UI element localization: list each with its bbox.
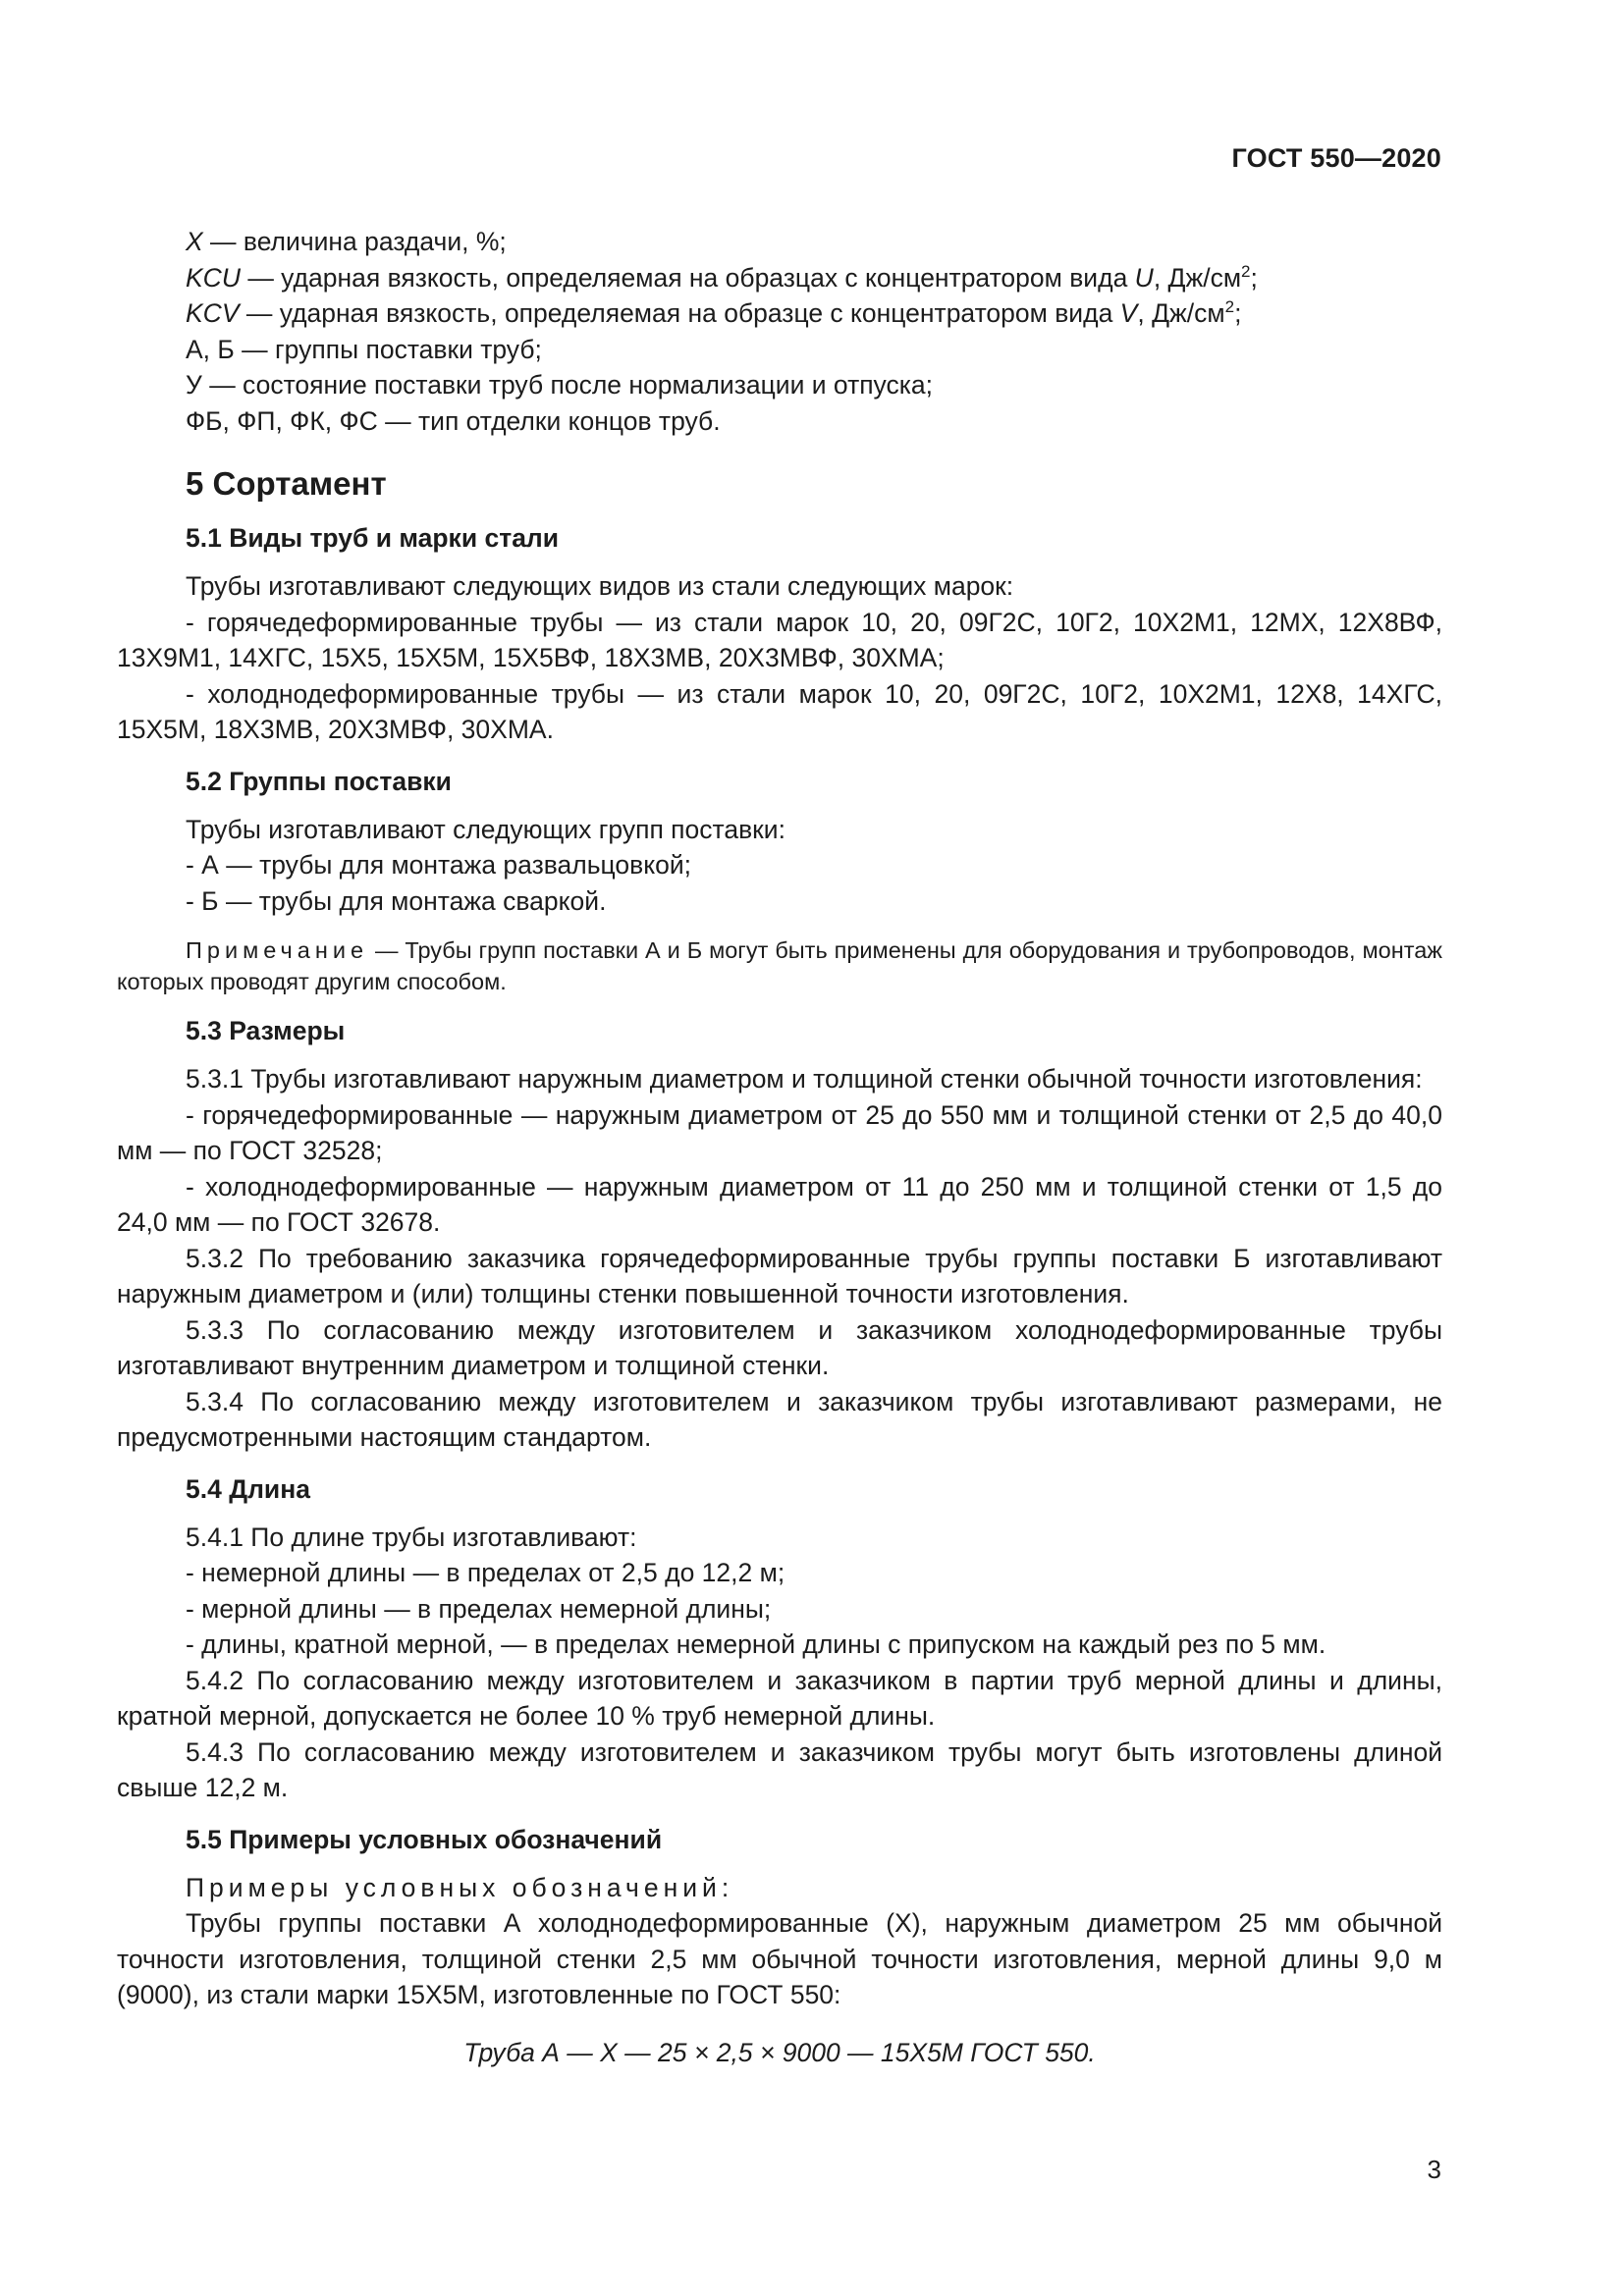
- subsection-title: 5.4 Длина: [186, 1473, 310, 1504]
- page-number: 3: [1427, 2155, 1441, 2184]
- designation-formula: Труба А — Х — 25 × 2,5 × 9000 — 15Х5М ГОСТ 550.: [463, 2037, 1096, 2067]
- definition-state: У — состояние поставки труб после нормализации и отпуска;: [186, 370, 934, 400]
- paragraph: 5.3.1 Трубы изготавливают наружным диаметром и толщиной стенки обычной точности изготовления:: [186, 1064, 1423, 1094]
- paragraph: Трубы изготавливают следующих видов из стали следующих марок:: [186, 571, 1014, 601]
- list-item: - холоднодеформированные трубы — из стали марок 10, 20, 09Г2С, 10Г2, 10Х2М1, 12Х8, 14ХГС, 15Х5М, 18Х3МВ, 20Х3МВФ, 30ХМА.: [117, 678, 1442, 744]
- definition-groups: А, Б — группы поставки труб;: [186, 334, 542, 364]
- subsection-title: 5.3 Размеры: [186, 1016, 346, 1045]
- section-title: 5 Сортамент: [186, 465, 387, 502]
- paragraph: 5.3.3 По согласованию между изготовителем и заказчиком холоднодеформированные трубы изготавливают внутренним диаметром и толщиной стенки.: [117, 1314, 1442, 1380]
- list-item: - длины, кратной мерной, — в пределах немерной длины с припуском на каждый рез по 5 мм.: [186, 1629, 1326, 1659]
- subsection-title: 5.1 Виды труб и марки стали: [186, 523, 560, 553]
- definition-finish: ФБ, ФП, ФК, ФС — тип отделки концов труб.: [186, 405, 721, 436]
- list-item: - мерной длины — в пределах немерной длины;: [186, 1593, 772, 1624]
- paragraph: 5.3.2 По требованию заказчика горячедеформированные трубы группы поставки Б изготавливают наружным диаметром и (или) толщины стенки повышенной точности изготовления.: [117, 1243, 1442, 1308]
- list-item: - холоднодеформированные — наружным диаметром от 11 до 250 мм и толщиной стенки от 1,5 до 24,0 мм — по ГОСТ 32678.: [117, 1171, 1442, 1237]
- list-item: - горячедеформированные трубы — из стали марок 10, 20, 09Г2С, 10Г2, 10Х2М1, 12МХ, 12Х8ВФ, 13Х9М1, 14ХГС, 15Х5, 15Х5М, 15Х5ВФ, 18Х3МВ, 20Х3МВФ, 30ХМА;: [117, 607, 1442, 672]
- paragraph: Трубы изготавливают следующих групп поставки:: [186, 814, 785, 844]
- paragraph: 5.4.1 По длине трубы изготавливают:: [186, 1522, 637, 1552]
- list-item: - немерной длины — в пределах от 2,5 до 12,2 м;: [186, 1558, 785, 1587]
- symbol-definitions: [117, 224, 1442, 439]
- definition-x: X — величина раздачи, %;: [186, 227, 507, 256]
- page-content: [117, 224, 1442, 2070]
- examples-label: Примеры условных обозначений:: [186, 1872, 734, 1902]
- paragraph: 5.4.2 По согласованию между изготовителем и заказчиком в партии труб мерной длины и длины, кратной мерной, допускается не более 10 % труб немерной длины.: [117, 1665, 1442, 1731]
- document-header: ГОСТ 550—2020: [1231, 143, 1441, 173]
- paragraph: Трубы группы поставки А холоднодеформированные (Х), наружным диаметром 25 мм обычной точности изготовления, толщиной стенки 2,5 мм обычной точности изготовления, мерной длины 9,0 м (9000), из стали марки 15Х5М, изготовленные по ГОСТ 550:: [117, 1908, 1442, 2009]
- paragraph: 5.4.3 По согласованию между изготовителем и заказчиком трубы могут быть изготовлены длиной свыше 12,2 м.: [117, 1736, 1442, 1802]
- subsection-title: 5.5 Примеры условных обозначений: [186, 1824, 663, 1854]
- note: Примечание — Трубы групп поставки А и Б могут быть применены для оборудования и трубопроводов, монтаж которых проводят другим способом.: [117, 937, 1442, 994]
- paragraph: 5.3.4 По согласованию между изготовителем и заказчиком трубы изготавливают размерами, не предусмотренными настоящим стандартом.: [117, 1386, 1442, 1452]
- note-label: Примечание: [186, 937, 369, 963]
- list-item: - Б — трубы для монтажа сваркой.: [186, 885, 607, 916]
- subsection-title: 5.2 Группы поставки: [186, 766, 452, 796]
- list-item: - А — трубы для монтажа развальцовкой;: [186, 850, 692, 880]
- list-item: - горячедеформированные — наружным диаметром от 25 до 550 мм и толщиной стенки от 2,5 до 40,0 мм — по ГОСТ 32528;: [117, 1099, 1442, 1165]
- definition-kcv: KCV — ударная вязкость, определяемая на образце с концентратором вида V, $Дж/см^2$;: [186, 297, 1242, 328]
- definition-kcu: KCU — ударная вязкость, определяемая на образцах с концентратором вида U, $Дж/см^2$;: [186, 261, 1258, 293]
